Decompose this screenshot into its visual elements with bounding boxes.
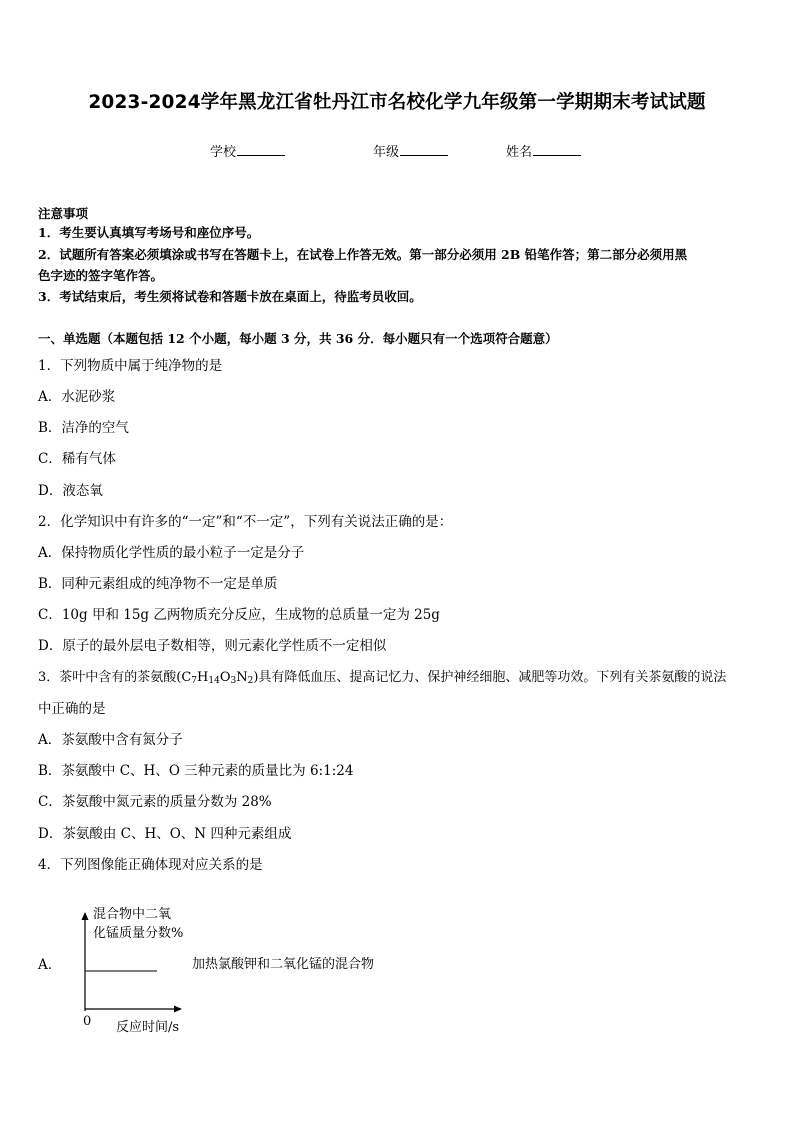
question-2-option-d[interactable]: D．原子的最外层电子数相等，则元素化学性质不一定相似 (38, 638, 387, 654)
notice-item: 2．试题所有答案必须填涂或书写在答题卡上，在试卷上作答无效。第一部分必须用 2B 铅笔作答；第二部分必须用黑 (38, 247, 688, 262)
graph-y-label: 化锰质量分数% (93, 926, 184, 941)
question-4-stem: 4．下列图像能正确体现对应关系的是 (38, 857, 263, 873)
graph-x-label: 反应时间/s (116, 1020, 180, 1035)
notice-item: 3．考试结束后，考生须将试卷和答题卡放在桌面上，待监考员收回。 (38, 289, 422, 304)
question-2-option-b[interactable]: B．同种元素组成的纯净物不一定是单质 (38, 576, 278, 592)
question-3-option-b[interactable]: B．茶氨酸中 C、H、O 三种元素的质量比为 6:1:24 (38, 763, 354, 779)
question-3-option-a[interactable]: A．茶氨酸中含有氮分子 (38, 732, 183, 748)
graph-y-label: 混合物中二氧 (93, 907, 172, 922)
grade-label: 年级 (373, 145, 400, 160)
grade-blank[interactable] (400, 143, 448, 156)
school-blank[interactable] (237, 143, 285, 156)
question-2-option-a[interactable]: A．保持物质化学性质的最小粒子一定是分子 (38, 545, 305, 561)
section-heading: 一、单选题（本题包括 12 个小题，每小题 3 分，共 36 分．每小题只有一个选项符合题意） (38, 331, 558, 346)
question-2-option-c[interactable]: C．10g 甲和 15g 乙两物质充分反应，生成物的总质量一定为 25g (38, 607, 440, 623)
name-label: 姓名 (506, 145, 533, 160)
notice-item: 色字迹的签字笔作答。 (38, 268, 164, 283)
question-1-stem: 1．下列物质中属于纯净物的是 (38, 358, 223, 374)
graph-caption: 加热氯酸钾和二氧化锰的混合物 (192, 957, 375, 972)
notice-item: 1．考生要认真填写考场号和座位序号。 (38, 225, 260, 240)
school-field (210, 141, 285, 160)
question-2-stem: 2．化学知识中有许多的“一定”和“不一定”，下列有关说法正确的是： (38, 514, 453, 530)
question-3-option-c[interactable]: C．茶氨酸中氮元素的质量分数为 28% (38, 794, 272, 810)
question-1-option-b[interactable]: B．洁净的空气 (38, 420, 129, 436)
graph-axes (78, 912, 188, 1014)
question-3-stem-line2: 中正确的是 (38, 701, 106, 717)
notice-heading: 注意事项 (38, 206, 89, 221)
question-1-option-a[interactable]: A．水泥砂浆 (38, 389, 116, 405)
name-blank[interactable] (533, 143, 581, 156)
y-axis-arrow (82, 912, 89, 920)
question-3-stem: 3．茶叶中含有的茶氨酸$(C_7H_{14}O_3N_2)$具有降低血压、提高记忆力、保护神经细胞、减肥等功效。下列有关茶氨酸的说法 (38, 670, 727, 686)
graph-origin: 0 (83, 1014, 92, 1029)
x-axis-arrow (174, 1006, 182, 1013)
name-field (506, 141, 581, 160)
page-title: 2023-2024学年黑龙江省牡丹江市名校化学九年级第一学期期末考试试题 (88, 92, 706, 113)
question-3-option-d[interactable]: D．茶氨酸由 C、H、O、N 四种元素组成 (38, 826, 292, 842)
grade-field (373, 141, 448, 160)
school-label: 学校 (210, 145, 237, 160)
question-1-option-d[interactable]: D．液态氧 (38, 483, 103, 499)
question-4-option-a[interactable]: A． (38, 957, 62, 973)
question-1-option-c[interactable]: C．稀有气体 (38, 451, 116, 467)
